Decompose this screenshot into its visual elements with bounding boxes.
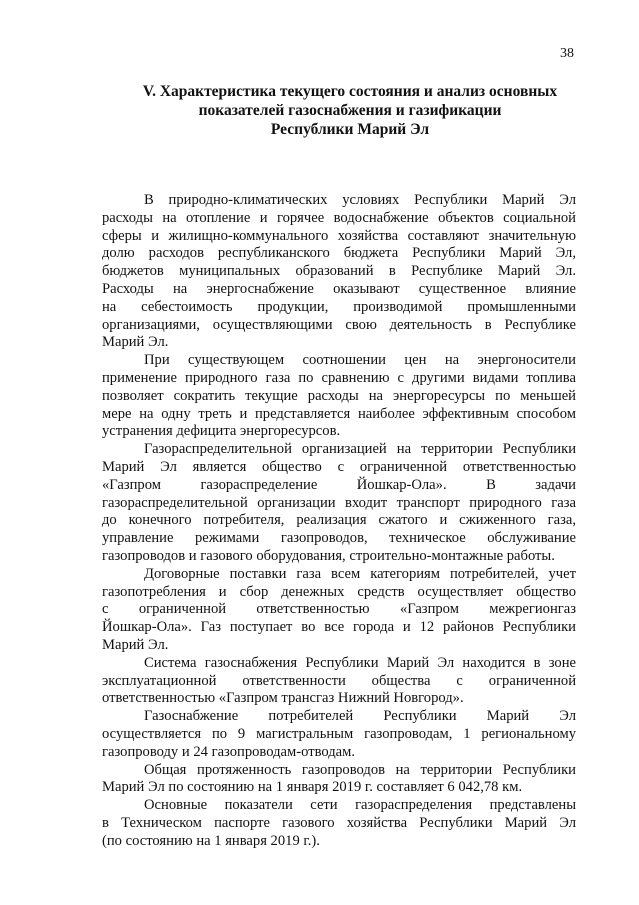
paragraph-line: Газоснабжение потребителей Республики Марий Эл: [144, 708, 576, 725]
paragraph-line: осуществляется по 9 магистральным газопроводам, 1 региональному: [102, 725, 576, 742]
paragraph-line: Марий Эл.: [102, 636, 169, 653]
paragraph-line: сферы и жилищно-коммунального хозяйства составляют значительную: [102, 227, 576, 244]
paragraph-line: организациями, осуществляющими свою деятельность в Республике: [102, 316, 576, 333]
paragraph-line: с ограниченной ответственностью «Газпром межрегионгаз: [102, 601, 576, 618]
paragraph-line: Договорные поставки газа всем категориям потребителей, учет: [144, 565, 576, 582]
paragraph: [102, 655, 576, 708]
body-text: [102, 192, 576, 850]
page-number: 38: [560, 46, 574, 61]
paragraph-line: газопроводу и 24 газопроводам-отводам.: [102, 743, 356, 760]
paragraph-line: «Газпром газораспределение Йошкар-Ола». В задачи: [102, 476, 576, 493]
paragraph-line: эксплуатационной ответственности общества с ограниченной: [102, 672, 576, 689]
section-title: [130, 82, 570, 139]
section-title-line: Республики Марий Эл: [270, 121, 430, 138]
paragraph-line: В природно-климатических условиях Республики Марий Эл: [144, 192, 576, 208]
paragraph-line: долю расходов республиканского бюджета Республики Марий Эл,: [102, 245, 576, 262]
paragraph-line: газораспределительной организации входит транспорт природного газа: [102, 494, 576, 511]
paragraph-line: позволяет сократить текущие расходы на энергоресурсы по меньшей: [102, 387, 576, 404]
section-title-line: показателей газоснабжения и газификации: [198, 102, 502, 119]
paragraph: [102, 762, 576, 798]
paragraph-line: Марий Эл по состоянию на 1 января 2019 г. составляет 6 042,78 км.: [102, 779, 523, 796]
paragraph-line: мере на одну треть и представляется наиболее эффективным способом: [102, 405, 576, 422]
paragraph-line: Общая протяженность газопроводов на территории Республики: [144, 761, 576, 778]
paragraph-line: газопроводов и газового оборудования, строительно-монтажные работы.: [102, 547, 555, 564]
paragraph: [102, 566, 576, 655]
paragraph: [102, 797, 576, 850]
paragraph-line: При существующем соотношении цен на энергоносители: [144, 352, 576, 369]
paragraph-line: газопотребления и сбор денежных средств осуществляет общество: [102, 583, 576, 600]
paragraph-line: применение природного газа по сравнению с другими видами топлива: [102, 369, 576, 386]
paragraph-line: Основные показатели сети газораспределения представлены: [144, 797, 576, 814]
paragraph-line: до конечного потребителя, реализация сжатого и сжиженного газа,: [102, 512, 576, 529]
paragraph: [102, 352, 576, 441]
paragraph-line: ответственностью «Газпром трансгаз Нижний Новгород».: [102, 690, 464, 707]
paragraph: [102, 192, 576, 352]
paragraph-line: управление режимами газопроводов, техническое обслуживание: [102, 530, 576, 547]
paragraph-line: бюджетов муниципальных образований в Республике Марий Эл.: [102, 263, 576, 280]
paragraph-line: Марий Эл.: [102, 334, 169, 351]
paragraph-line: Система газоснабжения Республики Марий Эл находится в зоне: [144, 654, 576, 671]
paragraph-line: (по состоянию на 1 января 2019 г.).: [102, 832, 320, 849]
paragraph: [102, 708, 576, 761]
paragraph: [102, 441, 576, 566]
paragraph-line: расходы на отопление и горячее водоснабжение объектов социальной: [102, 209, 576, 226]
paragraph-line: Марий Эл является общество с ограниченной ответственностью: [102, 458, 576, 475]
paragraph-line: Расходы на энергоснабжение оказывают существенное влияние: [102, 280, 576, 297]
section-title-line: V. Характеристика текущего состояния и анализ основных: [142, 83, 558, 100]
paragraph-line: Газораспределительной организацией на территории Республики: [144, 441, 576, 458]
paragraph-line: в Техническом паспорте газового хозяйства Республики Марий Эл: [102, 814, 576, 831]
paragraph-line: на себестоимость продукции, производимой промышленными: [102, 298, 576, 315]
paragraph-line: устранения дефицита энергоресурсов.: [102, 423, 341, 440]
paragraph-line: Йошкар-Ола». Газ поступает во все города и 12 районов Республики: [102, 619, 576, 636]
